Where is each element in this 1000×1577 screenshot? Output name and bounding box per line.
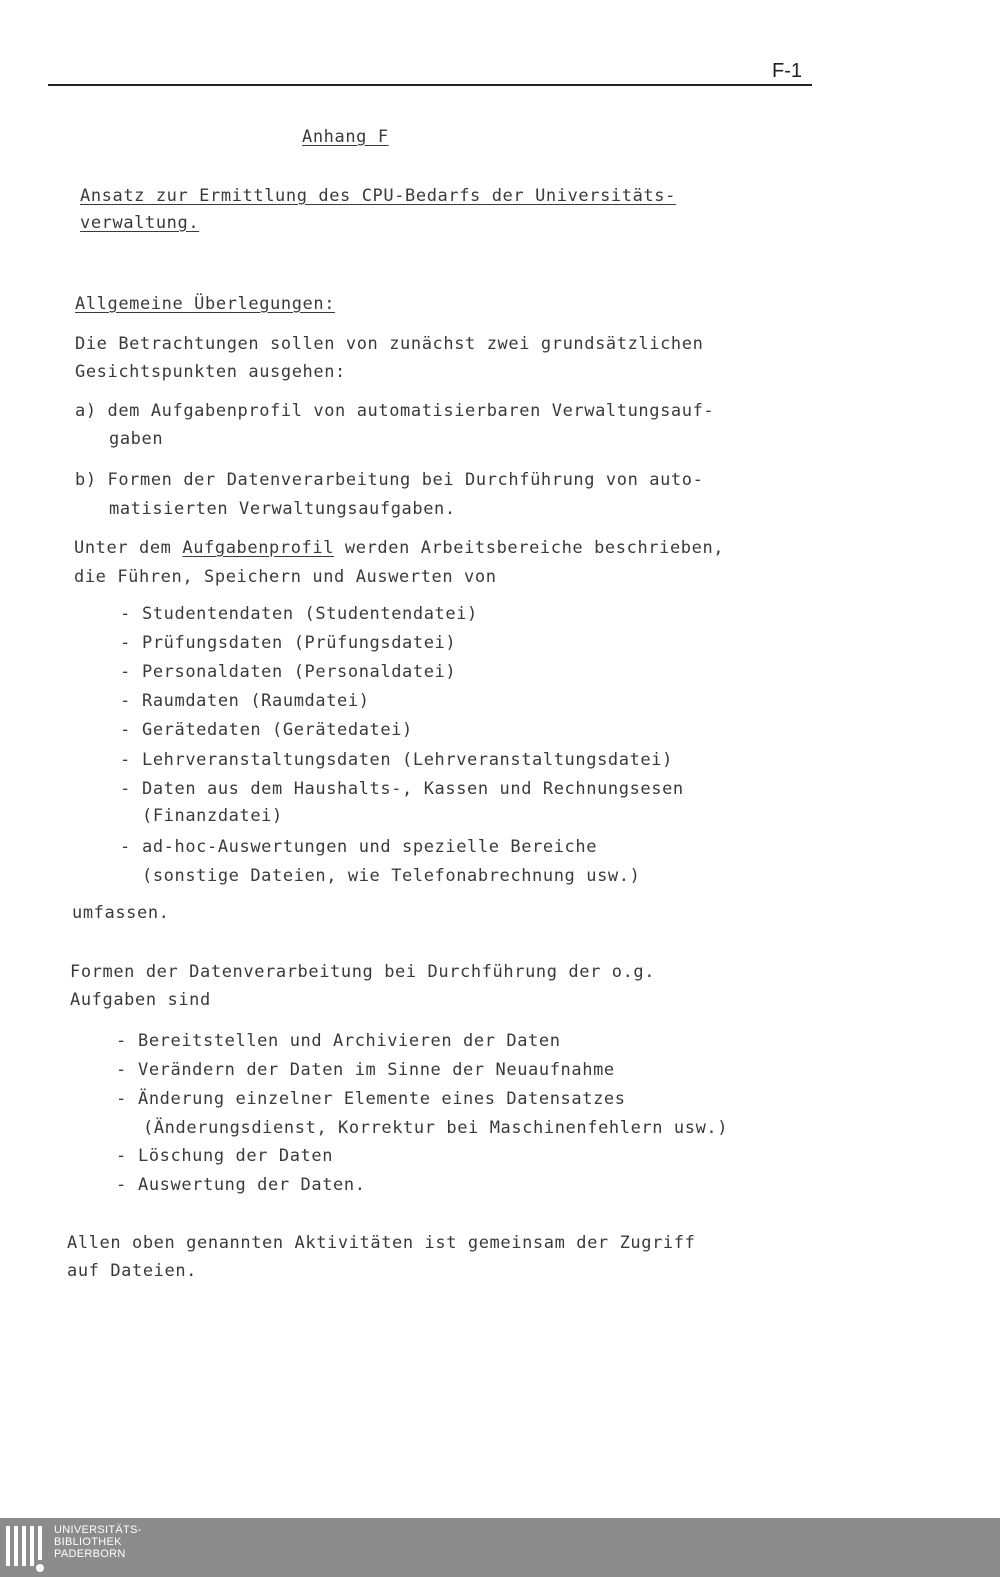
appendix-title: Anhang F xyxy=(302,127,389,147)
profile-paragraph-line1 xyxy=(74,538,724,558)
page-number: F-1 xyxy=(772,60,802,82)
point-b-line1: b) Formen der Datenverarbeitung bei Durchführung von auto- xyxy=(75,470,704,490)
list-item: - Studentendaten (Studentendatei) xyxy=(120,604,478,624)
section-title-line2: verwaltung. xyxy=(80,213,200,233)
list-dash: - xyxy=(120,779,131,799)
list-item-continuation: (Änderungsdienst, Korrektur bei Maschinenfehlern usw.) xyxy=(143,1118,729,1138)
library-name-line3: PADERBORN xyxy=(54,1548,126,1560)
list-dash: - xyxy=(120,720,131,740)
profile-prefix: Unter dem xyxy=(74,538,183,558)
logo-dot-icon xyxy=(36,1564,44,1572)
profile-term: Aufgabenprofil xyxy=(182,538,335,558)
list-item: - Änderung einzelner Elemente eines Datensatzes xyxy=(116,1089,626,1109)
list-dash: - xyxy=(120,691,131,711)
list-item: - ad-hoc-Auswertungen und spezielle Bereiche xyxy=(120,837,598,857)
list-dash: - xyxy=(120,662,131,682)
list-item-continuation: (Finanzdatei) xyxy=(142,806,283,826)
subheading: Allgemeine Überlegungen: xyxy=(75,294,336,314)
list-dash: - xyxy=(116,1175,127,1195)
list-item: - Daten aus dem Haushalts-, Kassen und Rechnungsesen xyxy=(120,779,684,799)
intro-line1: Die Betrachtungen sollen von zunächst zwei grundsätzlichen xyxy=(75,334,704,354)
point-b-line2: matisierten Verwaltungsaufgaben. xyxy=(109,499,456,519)
closing-line2: auf Dateien. xyxy=(67,1261,198,1281)
library-name xyxy=(54,1524,142,1560)
list-conclusion: umfassen. xyxy=(72,903,170,923)
forms-paragraph-line1: Formen der Datenverarbeitung bei Durchführung der o.g. xyxy=(70,962,656,982)
list-item: - Raumdaten (Raumdatei) xyxy=(120,691,370,711)
list-dash: - xyxy=(120,837,131,857)
profile-paragraph-line2: die Führen, Speichern und Auswerten von xyxy=(74,567,497,587)
library-name-line2: BIBLIOTHEK xyxy=(54,1536,122,1548)
list-item: - Auswertung der Daten. xyxy=(116,1175,366,1195)
list-dash: - xyxy=(116,1146,127,1166)
list-item-continuation: (sonstige Dateien, wie Telefonabrechnung usw.) xyxy=(142,866,641,886)
point-a-line1: a) dem Aufgabenprofil von automatisierbaren Verwaltungsauf- xyxy=(75,401,715,421)
list-item: - Prüfungsdaten (Prüfungsdatei) xyxy=(120,633,457,653)
list-dash: - xyxy=(116,1031,127,1051)
list-dash: - xyxy=(120,750,131,770)
section-title-line1: Ansatz zur Ermittlung des CPU-Bedarfs der Universitäts- xyxy=(80,186,676,206)
list-dash: - xyxy=(120,604,131,624)
point-a-line2: gaben xyxy=(109,429,164,449)
profile-suffix: werden Arbeitsbereiche beschrieben, xyxy=(334,538,725,558)
list-item: - Bereitstellen und Archivieren der Daten xyxy=(116,1031,561,1051)
list-dash: - xyxy=(120,633,131,653)
list-item: - Gerätedaten (Gerätedatei) xyxy=(120,720,413,740)
list-item: - Lehrveranstaltungsdaten (Lehrveranstaltungsdatei) xyxy=(120,750,673,770)
forms-paragraph-line2: Aufgaben sind xyxy=(70,990,211,1010)
list-item: - Verändern der Daten im Sinne der Neuaufnahme xyxy=(116,1060,615,1080)
intro-line2: Gesichtspunkten ausgehen: xyxy=(75,362,346,382)
list-item: - Personaldaten (Personaldatei) xyxy=(120,662,457,682)
list-dash: - xyxy=(116,1060,127,1080)
library-name-line1: UNIVERSITÄTS- xyxy=(54,1524,142,1536)
library-footer xyxy=(0,1518,1000,1577)
closing-line1: Allen oben genannten Aktivitäten ist gemeinsam der Zugriff xyxy=(67,1233,696,1253)
list-item: - Löschung der Daten xyxy=(116,1146,334,1166)
list-dash: - xyxy=(116,1089,127,1109)
header-rule xyxy=(48,84,812,86)
